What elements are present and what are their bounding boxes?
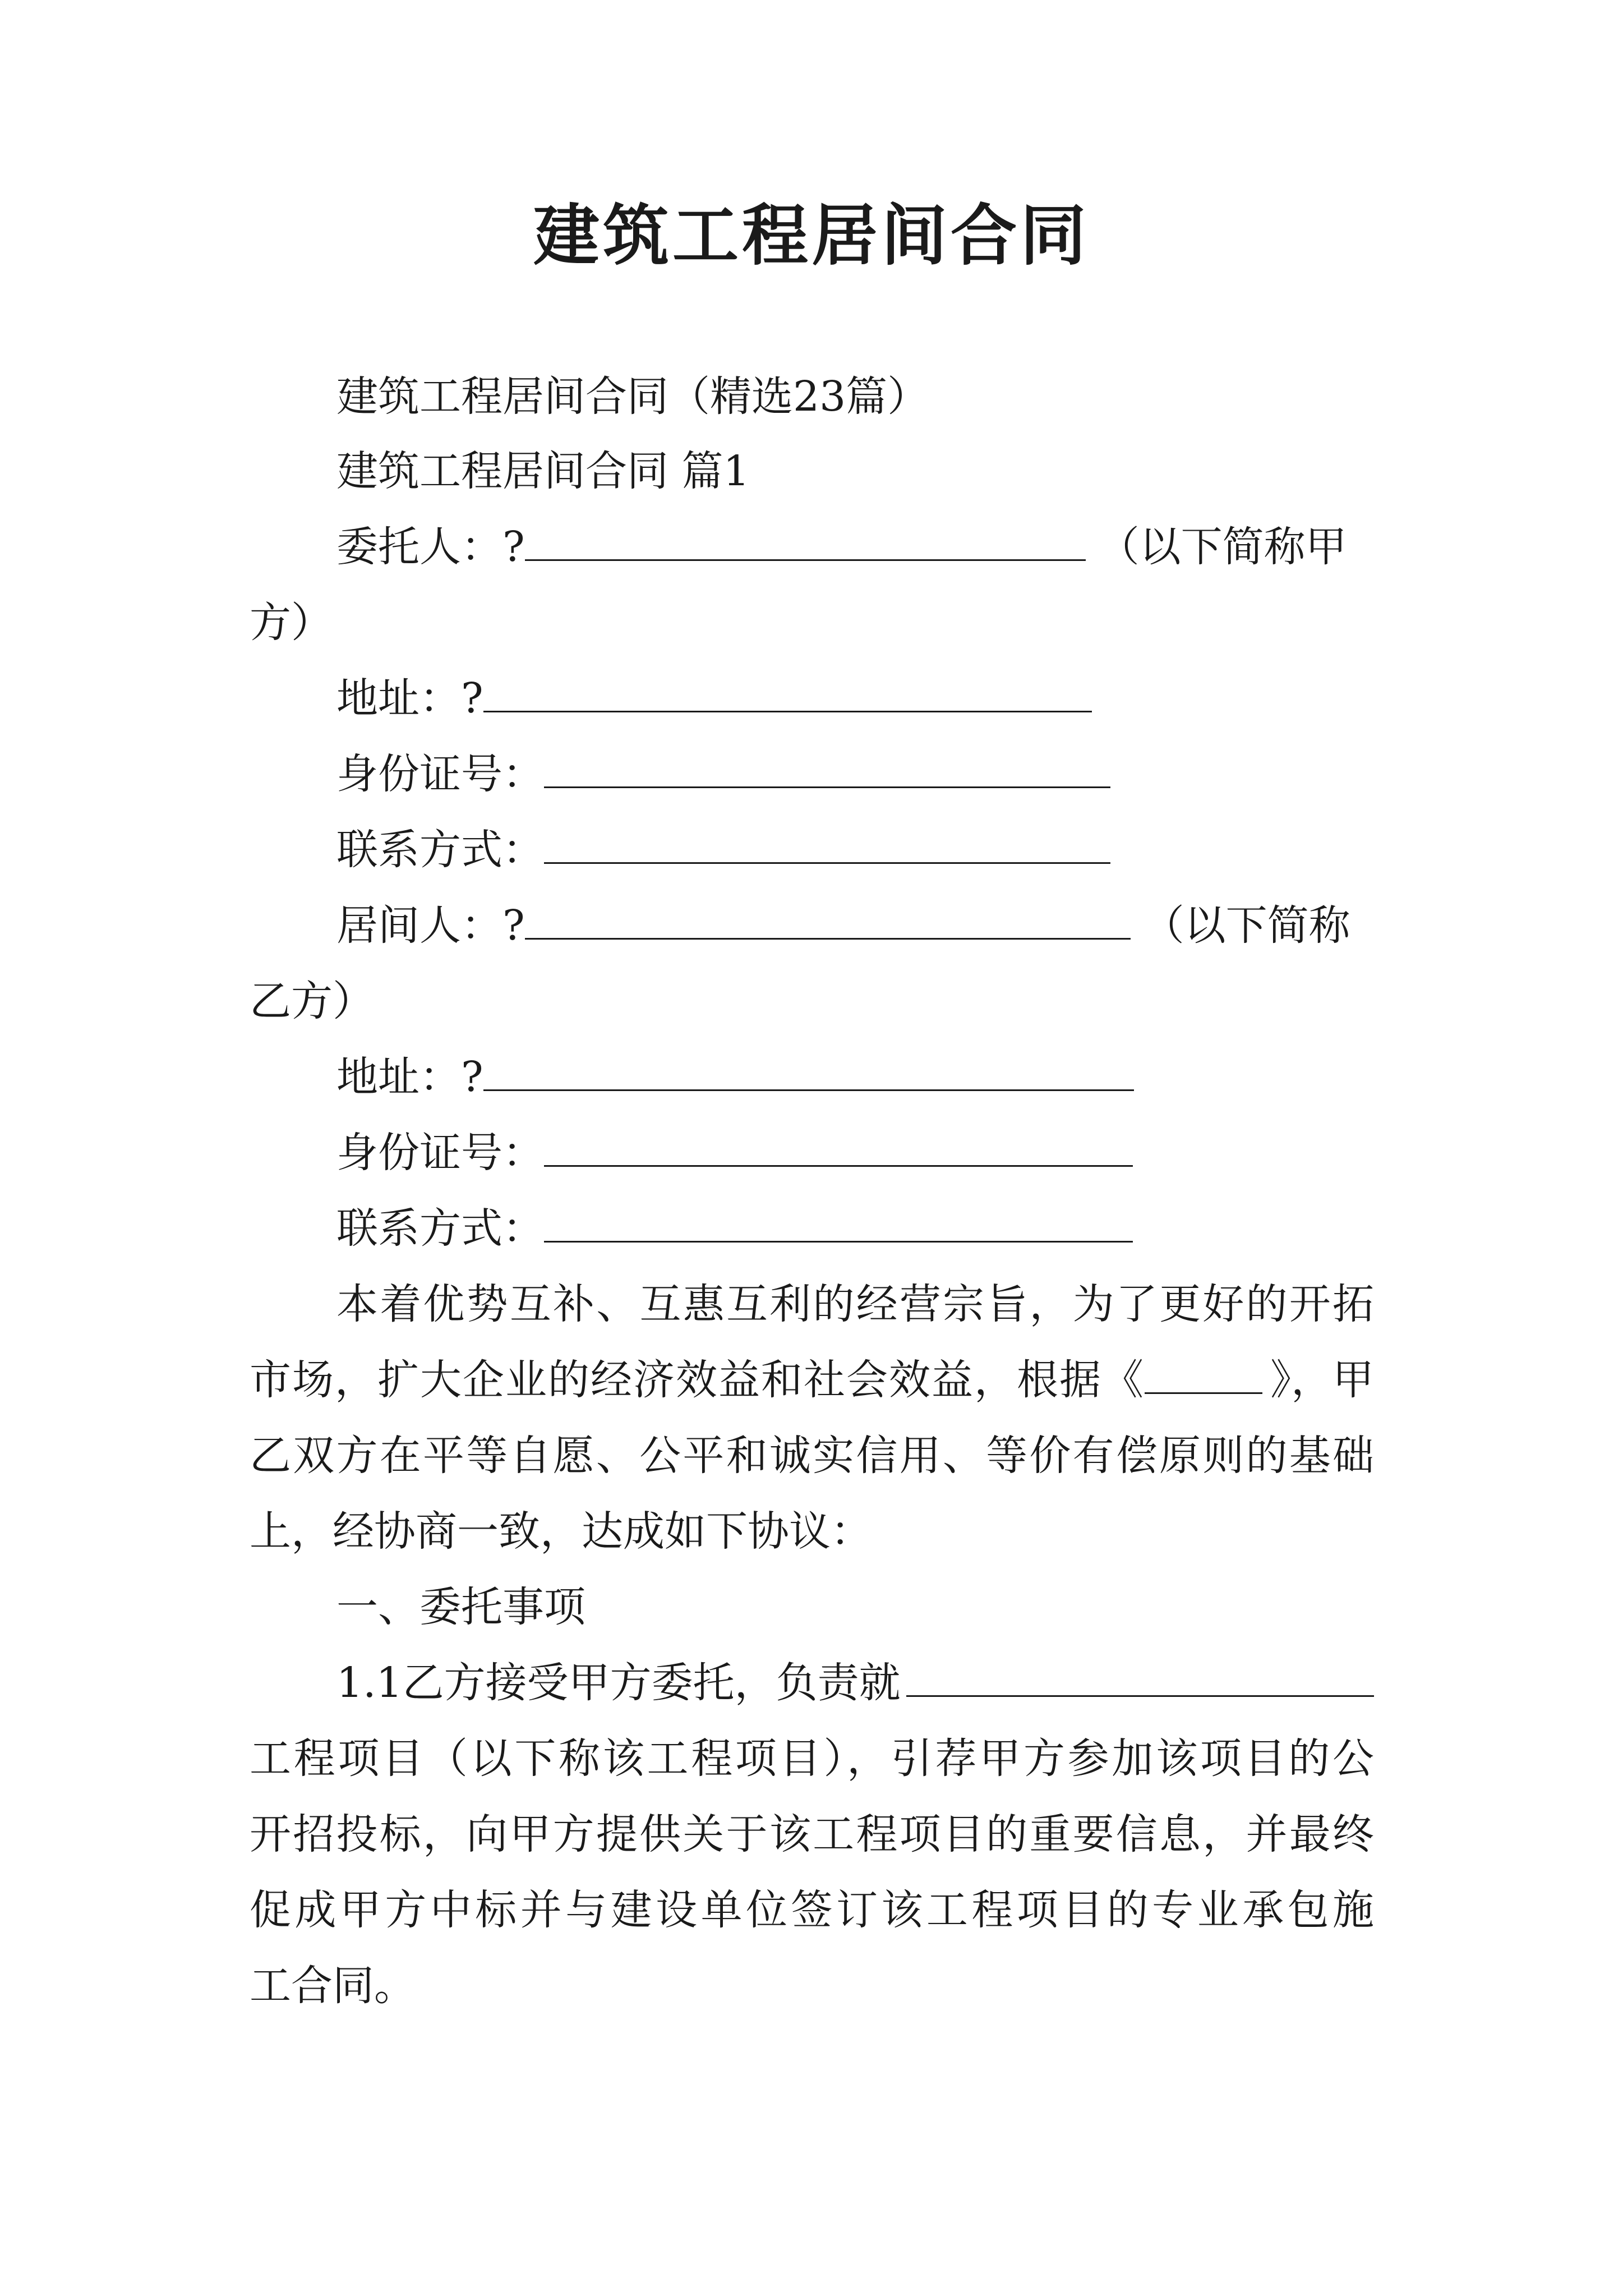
project-name-blank [906, 1660, 1374, 1697]
broker-contact-blank [544, 1206, 1133, 1243]
section-heading: 建筑工程居间合同 篇1 [336, 447, 750, 495]
preamble-line-2b: 》，甲 [1270, 1356, 1374, 1404]
broker-address-row [336, 1049, 1134, 1105]
law-name-blank [1145, 1358, 1262, 1394]
client-id-label: 身份证号： [336, 750, 544, 798]
preamble-line-1: 本着优势互补、互惠互利的经营宗旨，为了更好的开拓 [336, 1280, 1374, 1328]
client-row [336, 519, 1347, 575]
client-contact-blank [544, 827, 1110, 864]
clause-1-1-line-1 [336, 1655, 1374, 1711]
document-subtitle: 建筑工程居间合同（精选23篇） [336, 372, 929, 421]
client-address-blank [483, 676, 1092, 712]
client-suffix: （以下简称甲 [1098, 523, 1347, 571]
broker-id-label: 身份证号： [336, 1129, 544, 1177]
broker-contact-row [336, 1200, 1133, 1257]
clause-1-1-text: 1.1乙方接受甲方委托，负责就 [336, 1659, 901, 1707]
broker-contact-label: 联系方式： [336, 1204, 544, 1253]
client-contact-row [336, 822, 1110, 878]
client-name-blank [525, 524, 1086, 561]
broker-address-blank [483, 1055, 1134, 1091]
preamble-line-3: 乙双方在平等自愿、公平和诚实信用、等价有偿原则的基础 [250, 1432, 1374, 1480]
client-contact-label: 联系方式： [336, 826, 544, 874]
clause-1-1-line-3: 开招投标，向甲方提供关于该工程项目的重要信息，并最终 [250, 1810, 1374, 1858]
preamble-line-2a: 市场，扩大企业的经济效益和社会效益，根据《 [250, 1356, 1145, 1404]
preamble-line-2 [250, 1352, 1374, 1408]
client-suffix-cont: 方） [250, 599, 333, 647]
broker-label: 居间人：? [336, 901, 525, 950]
document-title: 建筑工程居间合同 [533, 196, 1090, 274]
clause-1-1-line-2: 工程项目（以下称该工程项目），引荐甲方参加该项目的公 [250, 1734, 1374, 1783]
client-id-blank [544, 752, 1110, 788]
clause-1-1-line-5: 工合同。 [250, 1962, 416, 2010]
clause-1-1-line-4: 促成甲方中标并与建设单位签订该工程项目的专业承包施 [250, 1886, 1374, 1934]
client-label: 委托人：? [336, 523, 525, 571]
broker-id-blank [544, 1130, 1133, 1167]
client-address-label: 地址：? [336, 674, 483, 723]
broker-name-blank [525, 903, 1131, 940]
broker-address-label: 地址：? [336, 1053, 483, 1101]
broker-suffix: （以下简称 [1142, 901, 1350, 950]
broker-suffix-cont: 乙方） [250, 977, 374, 1025]
clause-1-heading: 一、委托事项 [336, 1583, 585, 1631]
client-id-row [336, 746, 1110, 802]
broker-row [336, 898, 1350, 954]
client-address-row [336, 670, 1092, 726]
broker-id-row [336, 1125, 1133, 1181]
preamble-line-4: 上，经协商一致，达成如下协议： [250, 1507, 872, 1556]
